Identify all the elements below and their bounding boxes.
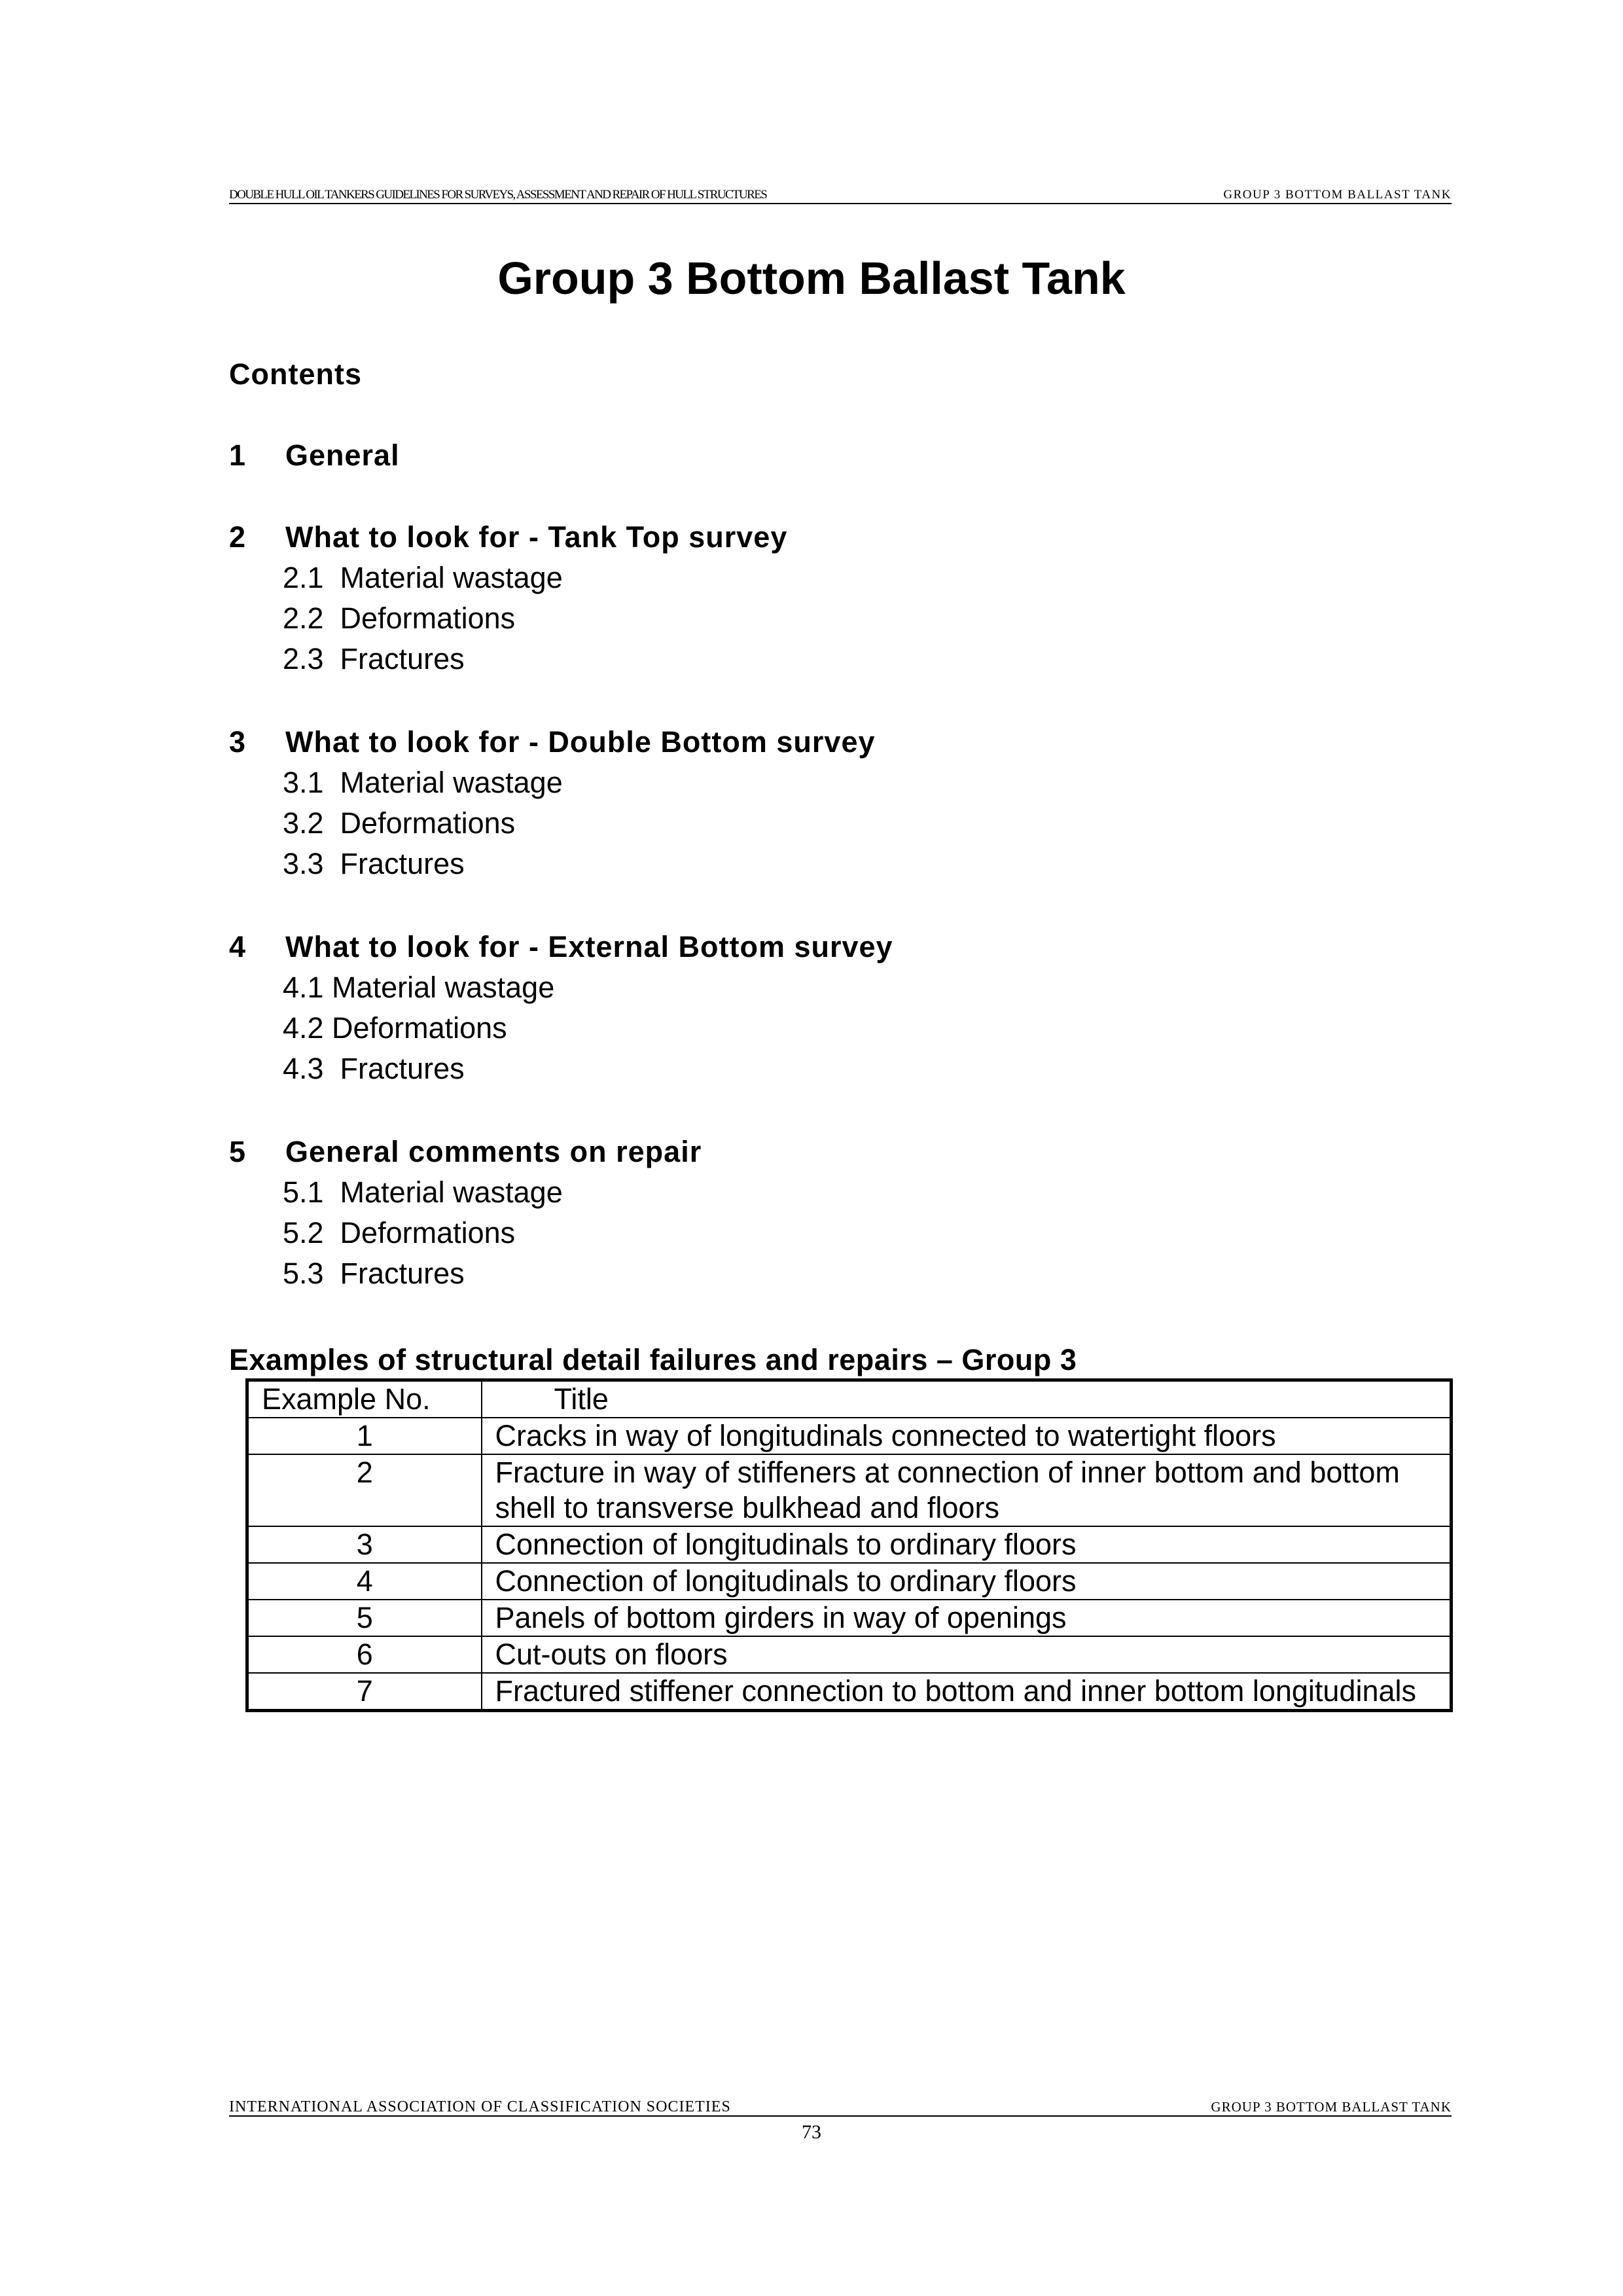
subsection-4-3: 4.3 Fractures: [283, 1052, 465, 1085]
section-4-title: What to look for - External Bottom survey: [285, 930, 893, 963]
example-title: Connection of longitudinals to ordinary floors: [482, 1563, 1452, 1600]
header-document-title: DOUBLE HULL OIL TANKERS GUIDELINES FOR SURVEYS, ASSESSMENT AND REPAIR OF HULL STRUCTURES: [229, 188, 767, 202]
example-title: Cut-outs on floors: [482, 1636, 1452, 1673]
footer-organization: INTERNATIONAL ASSOCIATION OF CLASSIFICATION SOCIETIES: [229, 2098, 731, 2115]
section-4-number: 4: [229, 930, 246, 963]
subsection-2-2: 2.2 Deformations: [283, 601, 516, 635]
subsection-3-3: 3.3 Fractures: [283, 847, 465, 880]
footer-section-title: GROUP 3 BOTTOM BALLAST TANK: [1211, 2099, 1452, 2115]
section-1-number: 1: [229, 439, 246, 472]
page-title: Group 3 Bottom Ballast Tank: [497, 253, 1126, 304]
table-header-row: [247, 1380, 1452, 1418]
example-number: 6: [247, 1636, 482, 1673]
table-row: [247, 1563, 1452, 1600]
page-number: 73: [802, 2121, 821, 2143]
examples-table: [245, 1378, 1453, 1712]
table-row: [247, 1600, 1452, 1636]
subsection-3-1: 3.1 Material wastage: [283, 766, 563, 799]
example-title: Cracks in way of longitudinals connected to watertight floors: [482, 1418, 1452, 1454]
subsection-3-2: 3.2 Deformations: [283, 806, 516, 840]
example-number: 4: [247, 1563, 482, 1600]
subsection-2-1: 2.1 Material wastage: [283, 561, 563, 594]
header-section-title: GROUP 3 BOTTOM BALLAST TANK: [1223, 188, 1452, 202]
example-number: 7: [247, 1673, 482, 1711]
contents-heading: Contents: [229, 357, 362, 391]
example-title: Fractured stiffener connection to bottom and inner bottom longitudinals: [482, 1673, 1452, 1711]
table-row: [247, 1636, 1452, 1673]
column-header-title: Title: [482, 1380, 1452, 1418]
section-1-title: General: [285, 439, 400, 472]
example-number: 1: [247, 1418, 482, 1454]
table-row: [247, 1526, 1452, 1563]
section-3-title: What to look for - Double Bottom survey: [285, 725, 876, 759]
running-header: [229, 187, 1452, 204]
examples-heading: Examples of structural detail failures and repairs – Group 3: [229, 1343, 1077, 1376]
section-2-number: 2: [229, 520, 246, 554]
subsection-5-1: 5.1 Material wastage: [283, 1175, 563, 1209]
example-title: Connection of longitudinals to ordinary floors: [482, 1526, 1452, 1563]
running-footer: [229, 2098, 1452, 2117]
example-number: 5: [247, 1600, 482, 1636]
column-header-example-no: Example No.: [247, 1380, 482, 1418]
table-row: [247, 1454, 1452, 1526]
subsection-5-2: 5.2 Deformations: [283, 1216, 516, 1249]
table-row: [247, 1673, 1452, 1711]
section-5-title: General comments on repair: [285, 1135, 702, 1168]
subsection-4-1: 4.1 Material wastage: [283, 971, 555, 1004]
subsection-5-3: 5.3 Fractures: [283, 1257, 465, 1290]
table-row: [247, 1418, 1452, 1454]
section-2-title: What to look for - Tank Top survey: [285, 520, 788, 554]
example-title: Fracture in way of stiffeners at connection of inner bottom and bottom shell to transverse bulkhead and floors: [482, 1454, 1452, 1526]
section-5-number: 5: [229, 1135, 246, 1168]
example-number: 3: [247, 1526, 482, 1563]
section-3-number: 3: [229, 725, 246, 759]
subsection-4-2: 4.2 Deformations: [283, 1011, 507, 1045]
subsection-2-3: 2.3 Fractures: [283, 642, 465, 675]
example-number: 2: [247, 1454, 482, 1526]
example-title: Panels of bottom girders in way of openings: [482, 1600, 1452, 1636]
